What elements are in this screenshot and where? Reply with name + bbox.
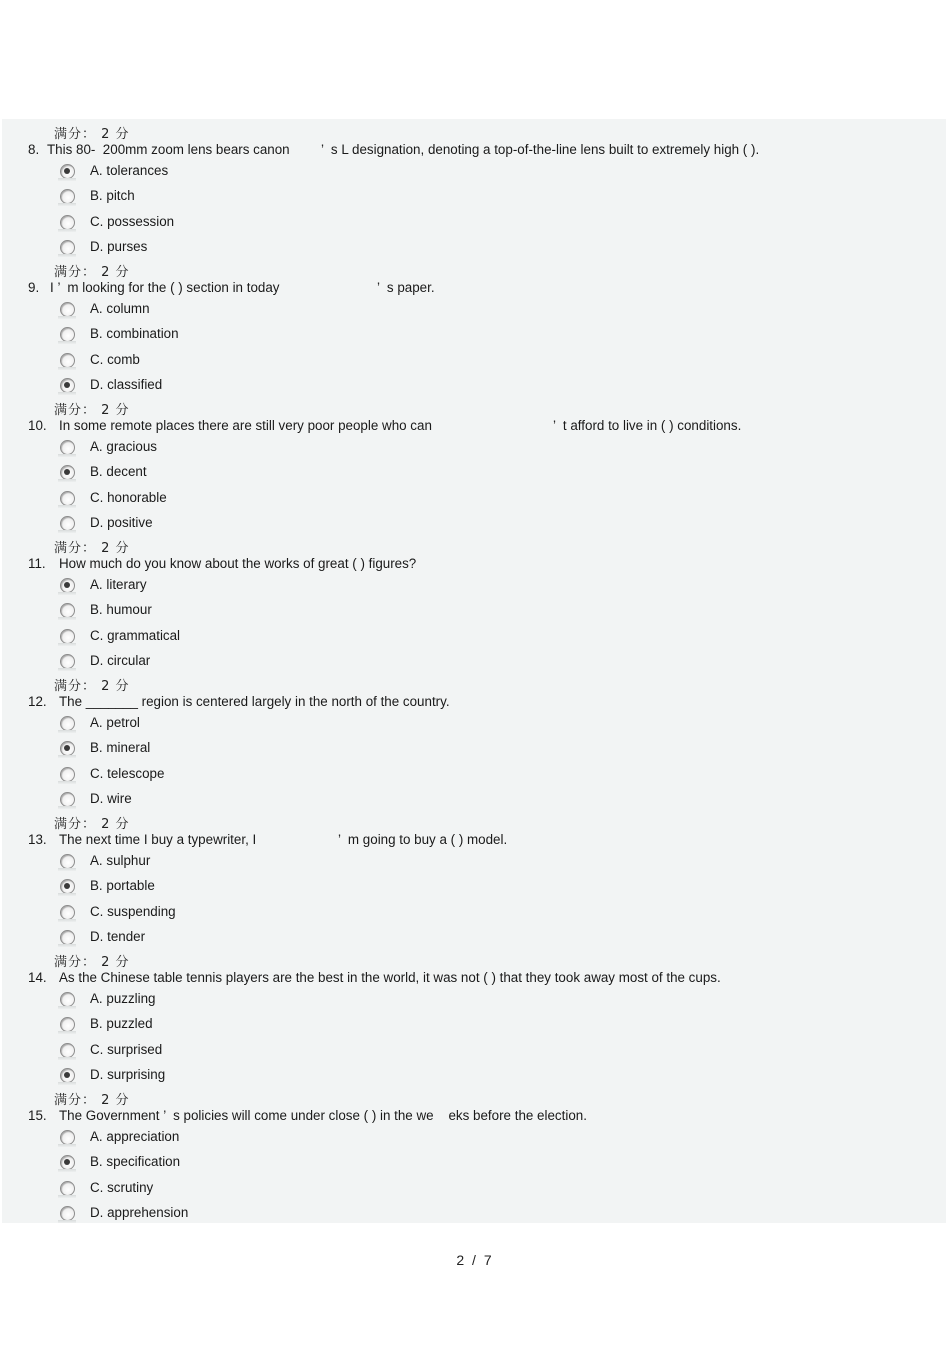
radio-ring <box>60 767 75 782</box>
question-number: 14. <box>28 970 47 985</box>
question-stem-cont: ’ s L designation, denoting a top-of-the-line lens built to extremely high ( ). <box>321 142 760 157</box>
radio-button[interactable] <box>58 602 76 620</box>
radio-dot <box>64 469 70 475</box>
radio-ring <box>60 240 75 255</box>
question-text-15 <box>28 1108 587 1123</box>
radio-button[interactable] <box>58 740 76 758</box>
answer-option[interactable] <box>58 1204 458 1226</box>
question-text-13 <box>28 832 508 847</box>
answer-option[interactable] <box>58 325 458 347</box>
answer-option[interactable] <box>58 1066 458 1088</box>
radio-dot <box>64 1159 70 1165</box>
answer-option[interactable] <box>58 376 458 398</box>
question-score: 满分： 2 分 <box>54 541 130 556</box>
question-number: 11. <box>28 556 46 571</box>
radio-ring <box>60 1181 75 1196</box>
answer-option[interactable] <box>58 238 458 260</box>
radio-ring <box>60 992 75 1007</box>
answer-option[interactable] <box>58 928 458 950</box>
radio-ring <box>60 302 75 317</box>
radio-ring <box>60 189 75 204</box>
radio-button[interactable] <box>58 878 76 896</box>
option-label: D. tender <box>90 929 146 944</box>
radio-button[interactable] <box>58 853 76 871</box>
option-label: C. surprised <box>90 1042 163 1057</box>
radio-shadow <box>58 454 76 457</box>
radio-shadow <box>58 505 76 508</box>
radio-button[interactable] <box>58 515 76 533</box>
radio-button[interactable] <box>58 904 76 922</box>
option-label: D. surprising <box>90 1067 166 1082</box>
radio-button[interactable] <box>58 1042 76 1060</box>
radio-button[interactable] <box>58 464 76 482</box>
question-text-10 <box>28 418 742 433</box>
radio-ring <box>60 353 75 368</box>
question-number: 12. <box>28 694 47 709</box>
radio-shadow <box>58 367 76 370</box>
radio-button[interactable] <box>58 163 76 181</box>
answer-option[interactable] <box>58 1015 458 1037</box>
answer-option[interactable] <box>58 990 458 1012</box>
answer-option[interactable] <box>58 765 458 787</box>
question-text-14 <box>28 970 721 985</box>
option-label: A. puzzling <box>90 991 156 1006</box>
radio-shadow <box>58 229 76 232</box>
answer-option[interactable] <box>58 213 458 235</box>
option-label: D. apprehension <box>90 1205 189 1220</box>
question-stem: In some remote places there are still very poor people who can <box>59 418 432 433</box>
radio-button[interactable] <box>58 1180 76 1198</box>
radio-ring <box>60 716 75 731</box>
radio-ring <box>60 327 75 342</box>
radio-shadow <box>58 893 76 896</box>
radio-ring <box>60 1017 75 1032</box>
radio-dot <box>64 745 70 751</box>
radio-shadow <box>58 806 76 809</box>
radio-button[interactable] <box>58 352 76 370</box>
question-stem: As the Chinese table tennis players are the best in the world, it was not ( ) that they took away most of the cups. <box>59 970 721 985</box>
radio-shadow <box>58 919 76 922</box>
option-label: B. combination <box>90 326 179 341</box>
radio-ring <box>60 792 75 807</box>
radio-shadow <box>58 1031 76 1034</box>
question-score: 满分： 2 分 <box>54 679 130 694</box>
radio-shadow <box>58 1169 76 1172</box>
radio-shadow <box>58 617 76 620</box>
radio-button[interactable] <box>58 1067 76 1085</box>
radio-button[interactable] <box>58 791 76 809</box>
question-stem-cont: ’ t afford to live in ( ) conditions. <box>553 418 742 433</box>
question-stem: How much do you know about the works of great ( ) figures? <box>59 556 417 571</box>
question-number: 8. <box>28 142 40 157</box>
question-number: 13. <box>28 832 47 847</box>
radio-button[interactable] <box>58 214 76 232</box>
radio-ring <box>60 516 75 531</box>
option-label: A. column <box>90 301 150 316</box>
question-stem: I ’ m looking for the ( ) section in today <box>50 280 280 295</box>
option-label: D. classified <box>90 377 163 392</box>
answer-option[interactable] <box>58 903 458 925</box>
radio-button[interactable] <box>58 1205 76 1223</box>
radio-button[interactable] <box>58 929 76 947</box>
radio-shadow <box>58 341 76 344</box>
radio-button[interactable] <box>58 239 76 257</box>
question-score: 满分： 2 分 <box>54 403 130 418</box>
radio-button[interactable] <box>58 377 76 395</box>
option-label: C. honorable <box>90 490 167 505</box>
question-stem-cont: ’ m going to buy a ( ) model. <box>338 832 508 847</box>
radio-shadow <box>58 530 76 533</box>
option-label: C. scrutiny <box>90 1180 154 1195</box>
option-label: B. portable <box>90 878 155 893</box>
radio-button[interactable] <box>58 1129 76 1147</box>
option-label: D. circular <box>90 653 151 668</box>
question-number: 15. <box>28 1108 47 1123</box>
question-score: 满分： 2 分 <box>54 817 130 832</box>
radio-button[interactable] <box>58 188 76 206</box>
answer-option[interactable] <box>58 1041 458 1063</box>
option-label: B. mineral <box>90 740 151 755</box>
answer-option[interactable] <box>58 438 458 460</box>
radio-ring <box>60 440 75 455</box>
radio-ring <box>60 603 75 618</box>
radio-shadow <box>58 868 76 871</box>
question-score: 满分： 2 分 <box>54 1093 130 1108</box>
radio-button[interactable] <box>58 1154 76 1172</box>
answer-option[interactable] <box>58 601 458 623</box>
option-label: A. gracious <box>90 439 157 454</box>
radio-button[interactable] <box>58 715 76 733</box>
question-score: 满分： 2 分 <box>54 265 130 280</box>
radio-dot <box>64 582 70 588</box>
radio-button[interactable] <box>58 490 76 508</box>
radio-button[interactable] <box>58 766 76 784</box>
radio-ring <box>60 930 75 945</box>
option-label: D. purses <box>90 239 148 254</box>
radio-shadow <box>58 1057 76 1060</box>
answer-option[interactable] <box>58 852 458 874</box>
question-number: 9. <box>28 280 40 295</box>
radio-dot <box>64 883 70 889</box>
answer-option[interactable] <box>58 300 458 322</box>
radio-button[interactable] <box>58 301 76 319</box>
option-label: B. humour <box>90 602 152 617</box>
radio-shadow <box>58 781 76 784</box>
radio-shadow <box>58 1144 76 1147</box>
radio-shadow <box>58 203 76 206</box>
question-number: 10. <box>28 418 47 433</box>
option-label: A. sulphur <box>90 853 151 868</box>
option-label: C. suspending <box>90 904 176 919</box>
radio-shadow <box>58 1082 76 1085</box>
radio-ring <box>60 1206 75 1221</box>
option-label: B. decent <box>90 464 147 479</box>
option-label: D. positive <box>90 515 153 530</box>
radio-button[interactable] <box>58 1016 76 1034</box>
radio-button[interactable] <box>58 577 76 595</box>
radio-ring <box>60 629 75 644</box>
radio-ring <box>60 1130 75 1145</box>
radio-ring <box>60 654 75 669</box>
radio-button[interactable] <box>58 439 76 457</box>
question-stem: This 80- 200mm zoom lens bears canon <box>47 142 290 157</box>
question-stem: The next time I buy a typewriter, I <box>59 832 257 847</box>
question-score: 满分： 2 分 <box>54 127 130 142</box>
page-number: 2 / 7 <box>456 1252 494 1268</box>
question-score: 满分： 2 分 <box>54 955 130 970</box>
answer-option[interactable] <box>58 162 458 184</box>
question-text-9 <box>28 280 435 295</box>
radio-shadow <box>58 730 76 733</box>
radio-shadow <box>58 316 76 319</box>
answer-option[interactable] <box>58 489 458 511</box>
option-label: B. specification <box>90 1154 181 1169</box>
answer-option[interactable] <box>58 739 458 761</box>
option-label: A. petrol <box>90 715 140 730</box>
radio-shadow <box>58 178 76 181</box>
answer-option[interactable] <box>58 627 458 649</box>
question-stem: The Government ’ s policies will come under close ( ) in the we eks before the election. <box>59 1108 587 1123</box>
option-label: C. comb <box>90 352 140 367</box>
option-label: A. tolerances <box>90 163 169 178</box>
question-text-11 <box>28 556 417 571</box>
answer-option[interactable] <box>58 714 458 736</box>
radio-ring <box>60 1043 75 1058</box>
answer-option[interactable] <box>58 790 458 812</box>
answer-option[interactable] <box>58 1179 458 1201</box>
radio-ring <box>60 905 75 920</box>
radio-ring <box>60 854 75 869</box>
radio-shadow <box>58 254 76 257</box>
option-label: A. literary <box>90 577 147 592</box>
radio-shadow <box>58 1220 76 1223</box>
radio-shadow <box>58 755 76 758</box>
option-label: B. puzzled <box>90 1016 153 1031</box>
option-label: B. pitch <box>90 188 135 203</box>
radio-shadow <box>58 643 76 646</box>
question-text-8 <box>28 142 760 157</box>
option-label: D. wire <box>90 791 132 806</box>
radio-shadow <box>58 668 76 671</box>
answer-option[interactable] <box>58 1153 458 1175</box>
radio-shadow <box>58 1195 76 1198</box>
radio-shadow <box>58 944 76 947</box>
radio-button[interactable] <box>58 991 76 1009</box>
radio-shadow <box>58 479 76 482</box>
question-stem: The _______ region is centered largely in the north of the country. <box>59 694 450 709</box>
answer-option[interactable] <box>58 187 458 209</box>
radio-button[interactable] <box>58 628 76 646</box>
option-label: C. telescope <box>90 766 165 781</box>
option-label: A. appreciation <box>90 1129 180 1144</box>
radio-dot <box>64 382 70 388</box>
answer-option[interactable] <box>58 514 458 536</box>
answer-option[interactable] <box>58 877 458 899</box>
radio-ring <box>60 215 75 230</box>
option-label: C. grammatical <box>90 628 181 643</box>
radio-dot <box>64 1072 70 1078</box>
answer-option[interactable] <box>58 463 458 485</box>
radio-button[interactable] <box>58 326 76 344</box>
question-stem-cont: ’ s paper. <box>377 280 435 295</box>
question-text-12 <box>28 694 450 709</box>
answer-option[interactable] <box>58 1128 458 1150</box>
radio-shadow <box>58 392 76 395</box>
answer-option[interactable] <box>58 652 458 674</box>
radio-button[interactable] <box>58 653 76 671</box>
answer-option[interactable] <box>58 576 458 598</box>
radio-ring <box>60 491 75 506</box>
answer-option[interactable] <box>58 351 458 373</box>
radio-shadow <box>58 1006 76 1009</box>
radio-dot <box>64 168 70 174</box>
option-label: C. possession <box>90 214 175 229</box>
radio-shadow <box>58 592 76 595</box>
